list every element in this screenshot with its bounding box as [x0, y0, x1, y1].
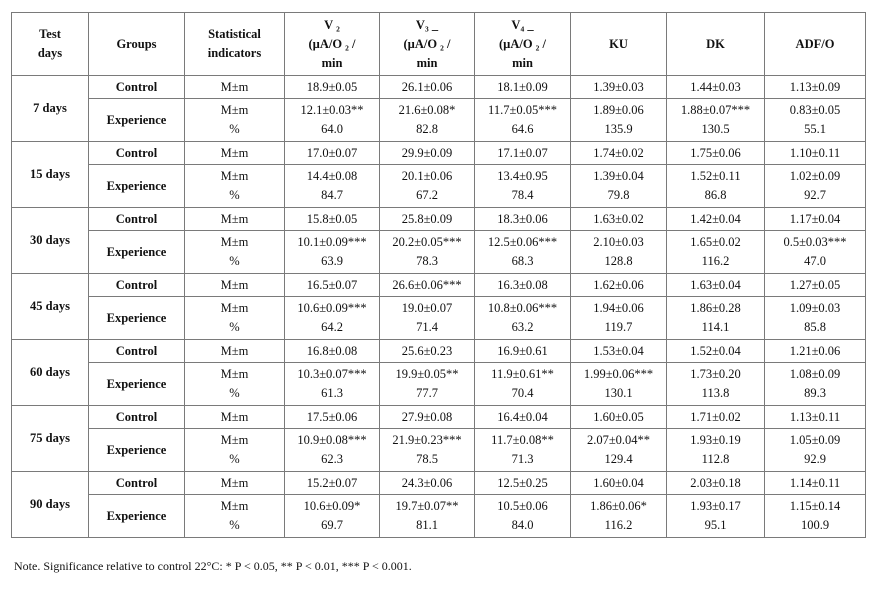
value-percent: 92.7	[804, 188, 826, 202]
value-mean: 10.6±0.09***	[297, 301, 367, 315]
value-percent: 129.4	[604, 452, 633, 466]
value-cell-v4: 18.3±0.06	[475, 208, 571, 231]
value-mean: 1.73±0.20	[690, 367, 741, 381]
test-day-cell: 30 days	[12, 208, 89, 274]
value-mean: 2.10±0.03	[593, 235, 644, 249]
value-cell-v3	[380, 495, 475, 538]
indicator-percent: %	[229, 518, 240, 532]
value-mean: 10.3±0.07***	[297, 367, 367, 381]
value-cell-v3	[380, 363, 475, 406]
value-mean: 1.94±0.06	[593, 301, 644, 315]
header-v2: V ₂ (µA/O ₂ / min	[285, 13, 380, 76]
value-cell-v4	[475, 297, 571, 340]
value-cell-dk: 1.63±0.04	[667, 274, 765, 297]
indicator-cell: M±m	[185, 142, 285, 165]
value-cell-v2	[285, 363, 380, 406]
value-mean: 2.07±0.04**	[586, 433, 651, 447]
indicator-cell	[185, 495, 285, 538]
value-cell-ku	[571, 99, 667, 142]
value-percent: 62.3	[321, 452, 343, 466]
value-cell-v2	[285, 495, 380, 538]
value-percent: 86.8	[704, 188, 727, 202]
value-percent: 84.0	[511, 518, 534, 532]
table-row	[12, 429, 866, 472]
value-percent: 114.1	[701, 320, 730, 334]
table-row	[12, 340, 866, 363]
significance-note: Note. Significance relative to control 22°C: * P < 0.05, ** P < 0.01, *** P < 0.001.	[14, 559, 412, 573]
value-cell-ku: 1.60±0.04	[571, 472, 667, 495]
value-percent: 55.1	[804, 122, 826, 136]
value-cell-dk	[667, 231, 765, 274]
group-cell-experience: Experience	[89, 99, 185, 142]
value-percent: 113.8	[701, 386, 730, 400]
value-percent: 95.1	[704, 518, 727, 532]
value-mean: 1.52±0.11	[690, 169, 741, 183]
indicator-cell: M±m	[185, 406, 285, 429]
group-cell-control: Control	[89, 208, 185, 231]
value-percent: 119.7	[604, 320, 633, 334]
value-cell-ku: 1.62±0.06	[571, 274, 667, 297]
header-row	[12, 13, 866, 76]
group-cell-control: Control	[89, 406, 185, 429]
value-cell-dk: 2.03±0.18	[667, 472, 765, 495]
indicator-percent: %	[229, 452, 240, 466]
value-mean: 10.6±0.09*	[303, 499, 361, 513]
value-cell-adf: 1.21±0.06	[765, 340, 866, 363]
indicator-cell: M±m	[185, 208, 285, 231]
test-day-cell: 90 days	[12, 472, 89, 538]
group-cell-control: Control	[89, 76, 185, 99]
value-cell-v3	[380, 297, 475, 340]
value-mean: 19.7±0.07**	[395, 499, 459, 513]
value-cell-adf: 1.27±0.05	[765, 274, 866, 297]
value-cell-v2: 17.5±0.06	[285, 406, 380, 429]
value-mean: 21.6±0.08*	[398, 103, 456, 117]
value-percent: 63.9	[321, 254, 343, 268]
value-cell-v3: 26.1±0.06	[380, 76, 475, 99]
test-day-cell: 7 days	[12, 76, 89, 142]
value-cell-v2: 18.9±0.05	[285, 76, 380, 99]
value-cell-dk: 1.71±0.02	[667, 406, 765, 429]
value-percent: 84.7	[321, 188, 343, 202]
value-percent: 69.7	[321, 518, 343, 532]
value-percent: 61.3	[321, 386, 343, 400]
value-cell-adf	[765, 165, 866, 208]
value-cell-v2	[285, 297, 380, 340]
value-cell-v4: 16.9±0.61	[475, 340, 571, 363]
group-cell-experience: Experience	[89, 231, 185, 274]
indicator-mean: M±m	[220, 367, 249, 381]
indicator-percent: %	[229, 254, 240, 268]
value-percent: 78.5	[416, 452, 438, 466]
value-mean: 10.9±0.08***	[297, 433, 367, 447]
group-cell-experience: Experience	[89, 297, 185, 340]
value-mean: 1.88±0.07***	[680, 103, 751, 117]
value-percent: 85.8	[804, 320, 826, 334]
value-cell-v2: 15.8±0.05	[285, 208, 380, 231]
value-percent: 71.3	[511, 452, 534, 466]
value-cell-v4: 17.1±0.07	[475, 142, 571, 165]
value-cell-adf	[765, 297, 866, 340]
indicator-percent: %	[229, 188, 240, 202]
value-percent: 135.9	[604, 122, 633, 136]
value-cell-adf	[765, 99, 866, 142]
value-mean: 1.09±0.03	[789, 301, 841, 315]
value-cell-v3	[380, 165, 475, 208]
value-percent: 82.8	[416, 122, 438, 136]
value-cell-ku: 1.74±0.02	[571, 142, 667, 165]
table-row	[12, 208, 866, 231]
value-mean: 1.65±0.02	[690, 235, 741, 249]
value-mean: 1.93±0.19	[690, 433, 741, 447]
indicator-percent: %	[229, 122, 240, 136]
value-percent: 79.8	[607, 188, 630, 202]
value-cell-dk	[667, 495, 765, 538]
value-cell-v3: 29.9±0.09	[380, 142, 475, 165]
value-percent: 100.9	[800, 518, 830, 532]
value-cell-v3: 25.8±0.09	[380, 208, 475, 231]
header-v3: V₃ _ (µA/O ₂ / min	[380, 13, 475, 76]
value-cell-adf: 1.13±0.11	[765, 406, 866, 429]
value-mean: 1.86±0.06*	[590, 499, 647, 513]
table-row	[12, 76, 866, 99]
indicator-cell	[185, 297, 285, 340]
value-mean: 1.86±0.28	[690, 301, 741, 315]
value-cell-dk	[667, 297, 765, 340]
value-cell-v4	[475, 99, 571, 142]
value-percent: 64.6	[511, 122, 534, 136]
test-day-cell: 45 days	[12, 274, 89, 340]
value-mean: 1.08±0.09	[789, 367, 841, 381]
table-row	[12, 495, 866, 538]
value-cell-v2: 17.0±0.07	[285, 142, 380, 165]
table-row	[12, 297, 866, 340]
header-ku: KU	[571, 13, 667, 76]
value-percent: 78.3	[416, 254, 438, 268]
value-percent: 116.2	[701, 254, 730, 268]
value-mean: 10.1±0.09***	[297, 235, 367, 249]
value-cell-dk: 1.75±0.06	[667, 142, 765, 165]
value-cell-v2	[285, 429, 380, 472]
value-percent: 47.0	[804, 254, 826, 268]
value-cell-adf	[765, 363, 866, 406]
table-row	[12, 142, 866, 165]
value-mean: 1.39±0.04	[593, 169, 644, 183]
value-mean: 12.1±0.03**	[300, 103, 364, 117]
value-cell-v2	[285, 99, 380, 142]
value-cell-dk	[667, 429, 765, 472]
value-cell-adf	[765, 429, 866, 472]
value-cell-ku	[571, 495, 667, 538]
value-cell-v4: 16.3±0.08	[475, 274, 571, 297]
value-mean: 1.15±0.14	[789, 499, 841, 513]
value-cell-ku	[571, 231, 667, 274]
value-cell-v2	[285, 231, 380, 274]
indicator-mean: M±m	[220, 103, 249, 117]
header-adf: ADF/O	[765, 13, 866, 76]
table-row	[12, 363, 866, 406]
value-percent: 67.2	[416, 188, 438, 202]
value-cell-adf	[765, 231, 866, 274]
value-mean: 20.1±0.06	[401, 169, 453, 183]
value-percent: 112.8	[701, 452, 730, 466]
value-percent: 71.4	[416, 320, 438, 334]
value-cell-adf	[765, 495, 866, 538]
value-mean: 0.5±0.03***	[783, 235, 847, 249]
group-cell-control: Control	[89, 340, 185, 363]
group-cell-control: Control	[89, 472, 185, 495]
value-cell-ku: 1.63±0.02	[571, 208, 667, 231]
value-cell-dk	[667, 363, 765, 406]
group-cell-control: Control	[89, 142, 185, 165]
header-test-days: Test days	[12, 13, 89, 76]
indicator-mean: M±m	[220, 169, 249, 183]
indicator-percent: %	[229, 320, 240, 334]
group-cell-experience: Experience	[89, 429, 185, 472]
value-cell-adf: 1.14±0.11	[765, 472, 866, 495]
indicator-mean: M±m	[220, 235, 249, 249]
value-cell-v3: 26.6±0.06***	[380, 274, 475, 297]
value-cell-v2: 15.2±0.07	[285, 472, 380, 495]
indicator-cell	[185, 99, 285, 142]
value-mean: 1.89±0.06	[593, 103, 644, 117]
value-cell-ku	[571, 297, 667, 340]
indicator-mean: M±m	[220, 433, 249, 447]
group-cell-experience: Experience	[89, 363, 185, 406]
indicator-percent: %	[229, 386, 240, 400]
indicator-cell: M±m	[185, 274, 285, 297]
value-cell-adf: 1.13±0.09	[765, 76, 866, 99]
indicator-mean: M±m	[220, 301, 249, 315]
indicator-cell: M±m	[185, 472, 285, 495]
value-cell-v4	[475, 495, 571, 538]
value-cell-adf: 1.10±0.11	[765, 142, 866, 165]
value-percent: 92.9	[804, 452, 826, 466]
table-row	[12, 231, 866, 274]
value-mean: 10.5±0.06	[497, 499, 548, 513]
value-cell-v3: 27.9±0.08	[380, 406, 475, 429]
value-cell-v4: 16.4±0.04	[475, 406, 571, 429]
indicator-cell	[185, 165, 285, 208]
indicator-cell: M±m	[185, 76, 285, 99]
group-cell-control: Control	[89, 274, 185, 297]
indicator-cell: M±m	[185, 340, 285, 363]
value-mean: 1.99±0.06***	[583, 367, 654, 381]
header-dk: DK	[667, 13, 765, 76]
value-mean: 1.05±0.09	[789, 433, 841, 447]
value-mean: 10.8±0.06***	[487, 301, 558, 315]
value-percent: 77.7	[416, 386, 438, 400]
value-cell-v4	[475, 363, 571, 406]
header-statistical-indicators: Statistical indicators	[185, 13, 285, 76]
value-cell-v3: 25.6±0.23	[380, 340, 475, 363]
value-cell-v2: 16.8±0.08	[285, 340, 380, 363]
header-groups: Groups	[89, 13, 185, 76]
value-percent: 63.2	[511, 320, 534, 334]
value-percent: 128.8	[604, 254, 633, 268]
value-mean: 19.9±0.05**	[395, 367, 459, 381]
value-cell-v3: 24.3±0.06	[380, 472, 475, 495]
test-day-cell: 15 days	[12, 142, 89, 208]
value-mean: 11.9±0.61**	[491, 367, 554, 381]
value-cell-ku	[571, 429, 667, 472]
value-mean: 21.9±0.23***	[392, 433, 462, 447]
value-cell-dk: 1.44±0.03	[667, 76, 765, 99]
value-percent: 78.4	[511, 188, 534, 202]
value-cell-dk: 1.52±0.04	[667, 340, 765, 363]
value-mean: 0.83±0.05	[789, 103, 841, 117]
value-cell-ku: 1.53±0.04	[571, 340, 667, 363]
table-row	[12, 99, 866, 142]
value-mean: 1.02±0.09	[789, 169, 841, 183]
table-row	[12, 165, 866, 208]
value-percent: 130.5	[701, 122, 730, 136]
value-cell-ku: 1.60±0.05	[571, 406, 667, 429]
value-percent: 64.0	[321, 122, 343, 136]
table-row	[12, 406, 866, 429]
test-day-cell: 75 days	[12, 406, 89, 472]
value-mean: 13.4±0.95	[497, 169, 548, 183]
value-mean: 12.5±0.06***	[487, 235, 558, 249]
value-cell-dk	[667, 165, 765, 208]
value-cell-v4: 18.1±0.09	[475, 76, 571, 99]
table-row	[12, 472, 866, 495]
value-cell-ku	[571, 363, 667, 406]
results-table	[11, 12, 866, 538]
value-cell-v4	[475, 231, 571, 274]
value-cell-v2	[285, 165, 380, 208]
value-percent: 116.2	[604, 518, 633, 532]
value-mean: 14.4±0.08	[306, 169, 358, 183]
value-percent: 130.1	[604, 386, 633, 400]
value-cell-v3	[380, 99, 475, 142]
value-cell-ku: 1.39±0.03	[571, 76, 667, 99]
value-percent: 81.1	[416, 518, 438, 532]
value-cell-adf: 1.17±0.04	[765, 208, 866, 231]
value-mean: 11.7±0.08**	[491, 433, 554, 447]
group-cell-experience: Experience	[89, 165, 185, 208]
test-day-cell: 60 days	[12, 340, 89, 406]
indicator-cell	[185, 429, 285, 472]
value-percent: 70.4	[511, 386, 534, 400]
value-cell-v3	[380, 429, 475, 472]
indicator-cell	[185, 231, 285, 274]
value-mean: 20.2±0.05***	[392, 235, 462, 249]
value-percent: 89.3	[804, 386, 826, 400]
value-percent: 68.3	[511, 254, 534, 268]
value-mean: 1.93±0.17	[690, 499, 741, 513]
table-row	[12, 274, 866, 297]
value-cell-v4	[475, 165, 571, 208]
group-cell-experience: Experience	[89, 495, 185, 538]
value-cell-dk: 1.42±0.04	[667, 208, 765, 231]
value-mean: 11.7±0.05***	[488, 103, 557, 117]
table-body	[12, 76, 866, 538]
header-v4: V₄ _ (µA/O ₂ / min	[475, 13, 571, 76]
value-cell-v4: 12.5±0.25	[475, 472, 571, 495]
value-percent: 64.2	[321, 320, 343, 334]
value-cell-v2: 16.5±0.07	[285, 274, 380, 297]
value-cell-ku	[571, 165, 667, 208]
value-cell-v3	[380, 231, 475, 274]
indicator-mean: M±m	[220, 499, 249, 513]
value-cell-v4	[475, 429, 571, 472]
indicator-cell	[185, 363, 285, 406]
value-mean: 19.0±0.07	[401, 301, 453, 315]
value-cell-dk	[667, 99, 765, 142]
